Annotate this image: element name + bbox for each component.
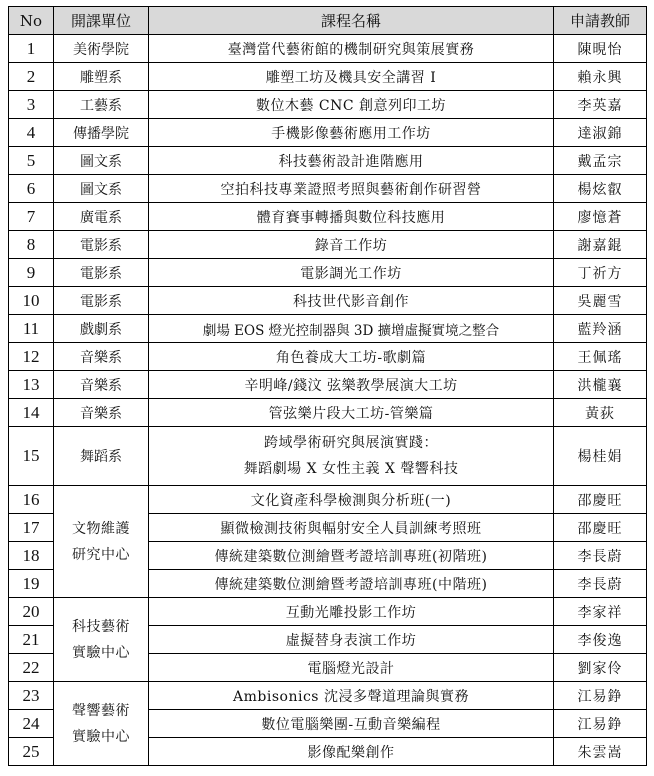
table-row	[9, 259, 647, 287]
course-table	[8, 6, 647, 766]
row-no: 21	[9, 626, 54, 654]
row-teacher: 江易錚	[554, 710, 647, 738]
row-course	[149, 427, 554, 486]
row-course: 錄音工作坊	[149, 231, 554, 259]
row-teacher: 朱雲嵩	[554, 738, 647, 766]
row-course: 辛明峰/錢汶 弦樂教學展演大工坊	[149, 371, 554, 399]
row-teacher: 李長蔚	[554, 570, 647, 598]
row-course: 傳統建築數位測繪暨考證培訓專班(中階班)	[149, 570, 554, 598]
row-unit: 電影系	[54, 231, 149, 259]
row-no: 3	[9, 91, 54, 119]
row-no: 2	[9, 63, 54, 91]
row-unit: 傳播學院	[54, 119, 149, 147]
row-no: 8	[9, 231, 54, 259]
row-teacher: 楊炫叡	[554, 175, 647, 203]
row-unit: 工藝系	[54, 91, 149, 119]
unit-line-2: 實驗中心	[72, 728, 130, 745]
table-row	[9, 427, 647, 486]
row-unit: 音樂系	[54, 371, 149, 399]
row-teacher: 洪櫳襄	[554, 371, 647, 399]
row-course: 電影調光工作坊	[149, 259, 554, 287]
unit-line-1: 文物維護	[72, 520, 130, 537]
row-course: 數位電腦樂團-互動音樂編程	[149, 710, 554, 738]
table-row	[9, 486, 647, 514]
row-course: 互動光雕投影工作坊	[149, 598, 554, 626]
row-teacher: 黃荻	[554, 399, 647, 427]
row-no: 25	[9, 738, 54, 766]
row-no: 19	[9, 570, 54, 598]
header-no: No	[9, 7, 54, 35]
row-course: 虛擬替身表演工作坊	[149, 626, 554, 654]
row-no: 18	[9, 542, 54, 570]
merged-unit-tech-art	[54, 598, 149, 682]
table-row	[9, 91, 647, 119]
row-no: 6	[9, 175, 54, 203]
course-line-2: 舞蹈劇場 X 女性主義 X 聲響科技	[243, 461, 459, 477]
table-row	[9, 315, 647, 343]
row-teacher: 廖憶蒼	[554, 203, 647, 231]
table-row	[9, 203, 647, 231]
row-no: 1	[9, 35, 54, 63]
row-unit: 戲劇系	[54, 315, 149, 343]
row-no: 14	[9, 399, 54, 427]
row-no: 15	[9, 427, 54, 486]
merged-unit-sound-art	[54, 682, 149, 766]
row-teacher: 吳麗雪	[554, 287, 647, 315]
row-course: 雕塑工坊及機具安全講習 I	[149, 63, 554, 91]
row-teacher: 邵慶旺	[554, 514, 647, 542]
row-no: 4	[9, 119, 54, 147]
row-teacher: 謝嘉錕	[554, 231, 647, 259]
table-row	[9, 399, 647, 427]
row-no: 9	[9, 259, 54, 287]
table-row	[9, 343, 647, 371]
header-course: 課程名稱	[149, 7, 554, 35]
row-course: 角色養成大工坊-歌劇篇	[149, 343, 554, 371]
table-row	[9, 35, 647, 63]
row-teacher: 楊桂娟	[554, 427, 647, 486]
row-no: 23	[9, 682, 54, 710]
table-row	[9, 287, 647, 315]
table-row	[9, 371, 647, 399]
row-course: 文化資產科學檢測與分析班(一)	[149, 486, 554, 514]
row-teacher: 藍羚涵	[554, 315, 647, 343]
row-course: 體育賽事轉播與數位科技應用	[149, 203, 554, 231]
row-course: 臺灣當代藝術館的機制研究與策展實務	[149, 35, 554, 63]
row-unit: 舞蹈系	[54, 427, 149, 486]
row-course: Ambisonics 沈浸多聲道理論與實務	[149, 682, 554, 710]
row-teacher: 李家祥	[554, 598, 647, 626]
row-course: 影像配樂創作	[149, 738, 554, 766]
row-no: 17	[9, 514, 54, 542]
row-no: 20	[9, 598, 54, 626]
row-unit: 電影系	[54, 287, 149, 315]
row-unit: 音樂系	[54, 343, 149, 371]
table-row	[9, 119, 647, 147]
row-teacher: 賴永興	[554, 63, 647, 91]
merged-unit-heritage	[54, 486, 149, 598]
row-teacher: 王佩瑤	[554, 343, 647, 371]
row-no: 11	[9, 315, 54, 343]
table-row	[9, 682, 647, 710]
row-teacher: 劉家伶	[554, 654, 647, 682]
row-teacher: 李長蔚	[554, 542, 647, 570]
table-row	[9, 231, 647, 259]
table-row	[9, 147, 647, 175]
row-course: 科技世代影音創作	[149, 287, 554, 315]
row-teacher: 達淑錦	[554, 119, 647, 147]
table-header-row	[9, 7, 647, 35]
row-course: 手機影像藝術應用工作坊	[149, 119, 554, 147]
row-no: 5	[9, 147, 54, 175]
row-no: 7	[9, 203, 54, 231]
unit-line-1: 科技藝術	[72, 618, 130, 635]
unit-line-2: 實驗中心	[72, 644, 130, 661]
row-no: 13	[9, 371, 54, 399]
row-no: 24	[9, 710, 54, 738]
row-unit: 圖文系	[54, 175, 149, 203]
table-row	[9, 175, 647, 203]
course-line-1: 跨域學術研究與展演實踐：	[264, 435, 438, 451]
header-teacher: 申請教師	[554, 7, 647, 35]
row-course: 傳統建築數位測繪暨考證培訓專班(初階班)	[149, 542, 554, 570]
row-unit: 音樂系	[54, 399, 149, 427]
row-teacher: 陳晛怡	[554, 35, 647, 63]
row-teacher: 李俊逸	[554, 626, 647, 654]
row-course: 電腦燈光設計	[149, 654, 554, 682]
row-unit: 廣電系	[54, 203, 149, 231]
row-no: 16	[9, 486, 54, 514]
row-teacher: 邵慶旺	[554, 486, 647, 514]
row-no: 12	[9, 343, 54, 371]
unit-line-2: 研究中心	[72, 546, 130, 563]
header-unit: 開課單位	[54, 7, 149, 35]
unit-line-1: 聲響藝術	[72, 702, 130, 719]
row-course: 管弦樂片段大工坊-管樂篇	[149, 399, 554, 427]
row-course: 劇場 EOS 燈光控制器與 3D 擴增虛擬實境之整合	[149, 315, 554, 343]
row-course: 空拍科技專業證照考照與藝術創作研習營	[149, 175, 554, 203]
row-no: 10	[9, 287, 54, 315]
row-teacher: 江易錚	[554, 682, 647, 710]
row-teacher: 戴孟宗	[554, 147, 647, 175]
table-row	[9, 63, 647, 91]
row-unit: 美術學院	[54, 35, 149, 63]
row-course: 科技藝術設計進階應用	[149, 147, 554, 175]
row-no: 22	[9, 654, 54, 682]
row-teacher: 李英嘉	[554, 91, 647, 119]
table-row	[9, 598, 647, 626]
row-course: 數位木藝 CNC 創意列印工坊	[149, 91, 554, 119]
row-unit: 電影系	[54, 259, 149, 287]
row-unit: 圖文系	[54, 147, 149, 175]
row-teacher: 丁祈方	[554, 259, 647, 287]
row-unit: 雕塑系	[54, 63, 149, 91]
row-course: 顯微檢測技術與輻射安全人員訓練考照班	[149, 514, 554, 542]
